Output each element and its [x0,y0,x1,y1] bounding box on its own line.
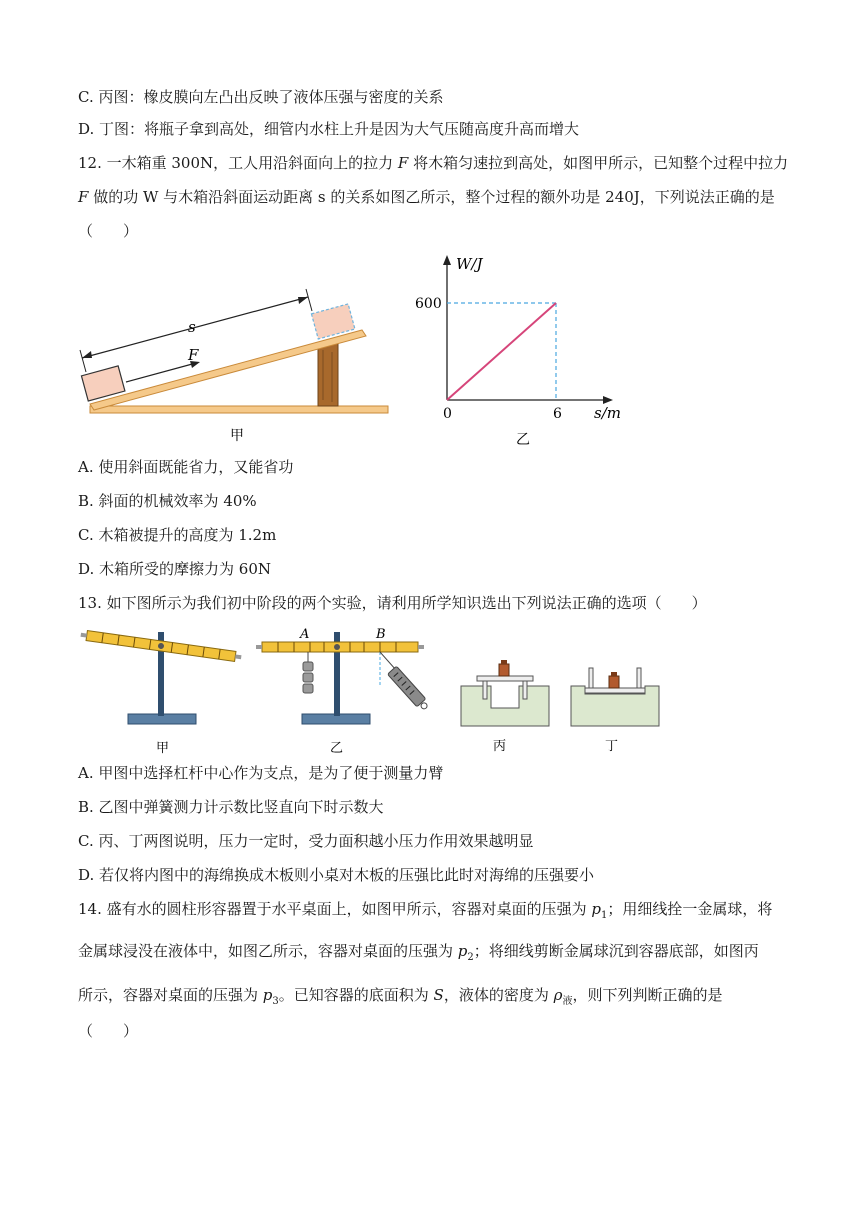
x-tick-label: 6 [553,406,562,422]
q13-figure-yi [250,618,440,758]
q12-option-a: A. 使用斜面既能省力，又能省功 [78,458,294,476]
y-axis-label: W/J [456,255,483,273]
q13-option-c: C. 丙、丁两图说明，压力一定时，受力面积越小压力作用效果越明显 [78,832,534,850]
q11-option-d: D. 丁图：将瓶子拿到高处，细管内水柱上升是因为大气压随高度升高而增大 [78,120,580,138]
q12-option-c: C. 木箱被提升的高度为 1.2m [78,526,277,544]
s-label: s [188,318,196,336]
point-b-label: B [376,627,386,642]
caption-jia: 甲 [230,428,244,444]
q12-option-b: B. 斜面的机械效率为 40% [78,492,257,510]
q13-option-b: B. 乙图中弹簧测力计示数比竖直向下时示数大 [78,798,384,816]
q14-stem-line3: 所示，容器对桌面的压强为 $p_3$。已知容器的底面积为 S，液体的密度为 $\rho_液$，则下列判断正确的是 [78,986,723,1007]
caption-jia-13: 甲 [156,741,170,756]
caption-yi: 乙 [516,432,530,448]
x-axis-arrow [603,396,613,404]
q12-paren: （ ） [78,222,139,240]
q13-stem: 13. 如下图所示为我们初中阶段的两个实验，请利用所学知识选出下列说法正确的选项（ ） [78,594,707,612]
q12-figure-yi-chart [410,250,650,450]
q13-option-a: A. 甲图中选择杠杆中心作为支点，是为了便于测量力臂 [78,764,444,782]
q14-paren: （ ） [78,1022,139,1040]
q14-stem-line1: 14. 盛有水的圆柱形容器置于水平桌面上，如图甲所示，容器对桌面的压强为 $p_1$；用细线拴一金属球，将 [78,900,773,921]
q12-stem-line2: F 做的功 W 与木箱沿斜面运动距离 s 的关系如图乙所示，整个过程的额外功是 240J，下列说法正确的是 [78,188,775,206]
q12-stem-line1: 12. 一木箱重 300N，工人用沿斜面向上的拉力 F 将木箱匀速拉到高处，如图甲所示，已知整个过程中拉力 [78,154,789,172]
q13-option-d: D. 若仅将内图中的海绵换成木板则小桌对木板的压强比此时对海绵的压强要小 [78,866,595,884]
y-tick-label: 600 [415,296,442,312]
caption-yi-13: 乙 [330,741,344,756]
q13-figure-jia [78,618,248,758]
q12-figure-jia [78,280,398,448]
point-a-label: A [300,627,310,642]
origin-label: 0 [443,406,452,422]
caption-ding: 丁 [605,739,619,754]
x-axis-label: s/m [594,404,621,422]
q14-stem-line2: 金属球浸没在液体中，如图乙所示，容器对桌面的压强为 $p_2$；将细线剪断金属球沉到容器底部，如图丙 [78,942,759,963]
q13-figure-ding [565,650,665,760]
y-axis-arrow [443,255,451,265]
q13-figure-bing [455,650,555,760]
work-distance-line [447,303,556,400]
f-label: F [188,346,199,364]
q11-option-c: C. 丙图：橡皮膜向左凸出反映了液体压强与密度的关系 [78,88,444,106]
caption-bing: 丙 [493,739,507,754]
q12-option-d: D. 木箱所受的摩擦力为 60N [78,560,272,578]
